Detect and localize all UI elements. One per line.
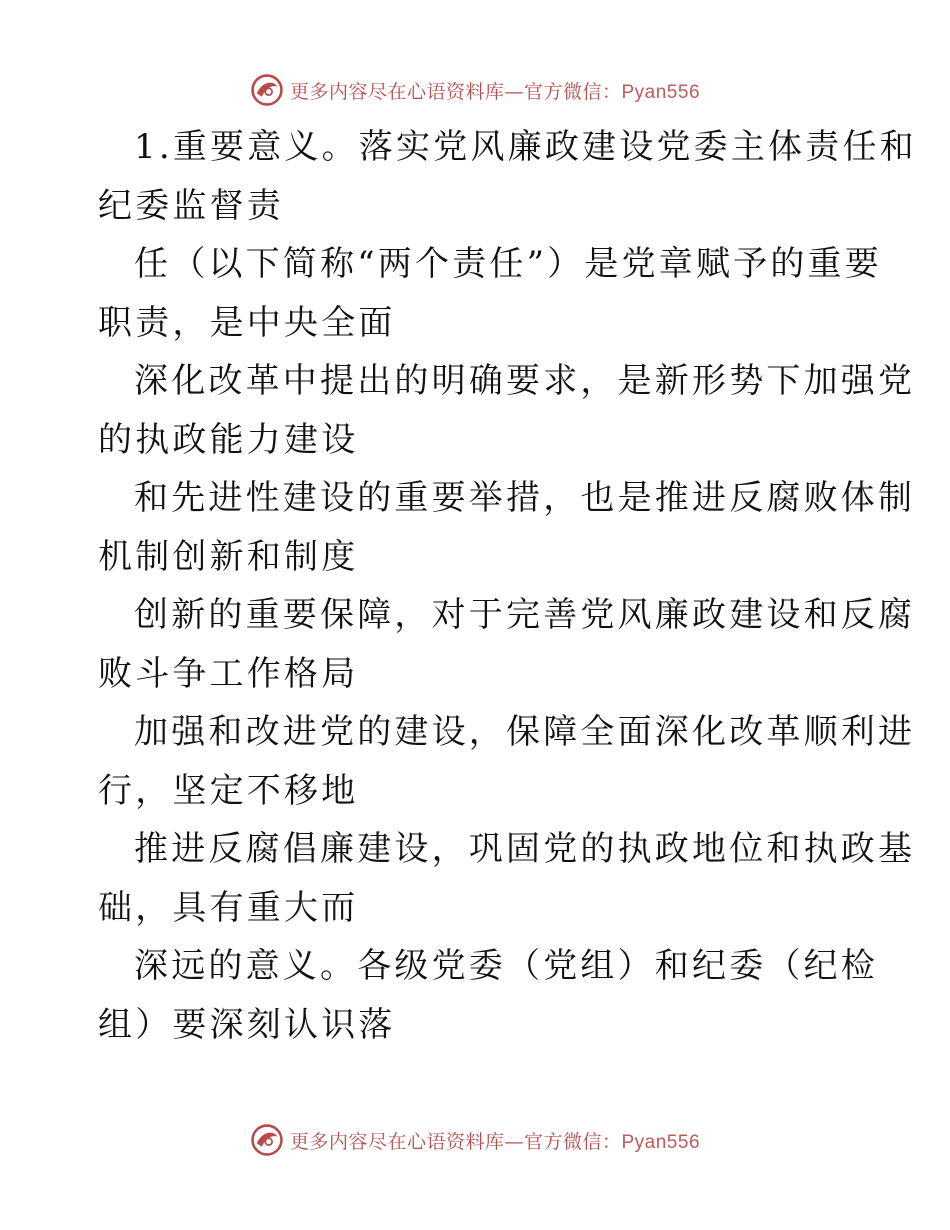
document-body — [98, 118, 917, 1054]
footer-watermark — [0, 1122, 950, 1158]
swirl-logo-icon — [250, 73, 284, 107]
paragraph-line: 纪委监督责 — [98, 185, 284, 226]
paragraph-line: 的执政能力建设 — [98, 419, 359, 460]
paragraph-line: 加强和改进党的建设，保障全面深化改革顺利进 — [134, 712, 916, 752]
paragraph-line: 深远的意义。各级党委（党组）和纪委（纪检 — [134, 946, 878, 986]
paragraph-line: 推进反腐倡廉建设，巩固党的执政地位和执政基 — [134, 829, 916, 869]
paragraph-line: 行，坚定不移地 — [98, 770, 359, 811]
paragraph-line: 创新的重要保障，对于完善党风廉政建设和反腐 — [134, 595, 916, 635]
paragraph-line: 1.重要意义。落实党风廉政建设党委主体责任和 — [134, 127, 917, 167]
paragraph-line: 败斗争工作格局 — [98, 653, 359, 694]
watermark-text: 更多内容尽在心语资料库—官方微信：Pyan556 — [289, 1130, 701, 1153]
paragraph-line: 础，具有重大而 — [98, 887, 359, 928]
header-watermark — [0, 72, 950, 108]
paragraph-line: 职责，是中央全面 — [98, 302, 396, 343]
watermark-text: 更多内容尽在心语资料库—官方微信：Pyan556 — [289, 80, 701, 103]
paragraph-line: 深化改革中提出的明确要求，是新形势下加强党 — [134, 361, 916, 401]
paragraph-line: 机制创新和制度 — [98, 536, 359, 577]
paragraph-line: 任（以下简称“两个责任”）是党章赋予的重要 — [134, 244, 882, 284]
swirl-logo-icon — [250, 1123, 284, 1157]
paragraph-line: 和先进性建设的重要举措，也是推进反腐败体制 — [134, 478, 916, 518]
paragraph-line: 组）要深刻认识落 — [98, 1004, 396, 1045]
